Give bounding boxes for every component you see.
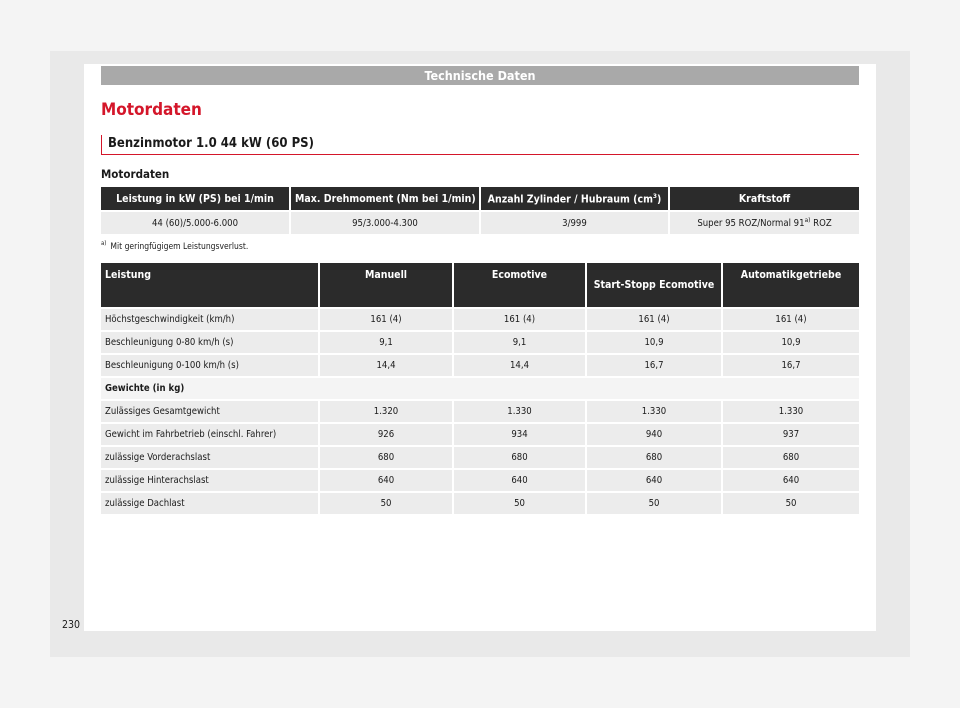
table-cell: 680 (320, 445, 454, 468)
column-header: Ecomotive (454, 263, 587, 307)
row-label: Gewicht im Fahrbetrieb (einschl. Fahrer) (101, 422, 320, 445)
table-cell: 10,9 (587, 330, 723, 353)
column-header: Automatikgetriebe (723, 263, 859, 307)
table-cell: 640 (454, 468, 587, 491)
table-row (101, 330, 859, 353)
table-row (101, 353, 859, 376)
footnote (101, 240, 248, 252)
table-cell: 161 (4) (587, 307, 723, 330)
fuel-suffix: ROZ (810, 218, 832, 230)
column-header-text: Anzahl Zylinder / Hubraum (cm (487, 193, 653, 206)
footnote-ref: a) (804, 216, 811, 225)
column-header: Max. Drehmoment (Nm bei 1/min) (291, 187, 481, 210)
table-cell: 95/3.000-4.300 (291, 210, 481, 234)
table-cell: 9,1 (320, 330, 454, 353)
section-title: Motordaten (101, 100, 202, 120)
subsection-heading (101, 135, 859, 155)
subsection-title: Benzinmotor 1.0 44 kW (60 PS) (108, 136, 314, 151)
row-label: Höchstgeschwindigkeit (km/h) (101, 307, 320, 330)
table-cell: 50 (723, 491, 859, 514)
table-cell: 14,4 (454, 353, 587, 376)
performance-table (101, 263, 859, 514)
row-label: zulässige Hinterachslast (101, 468, 320, 491)
table-cell: 14,4 (320, 353, 454, 376)
table-cell: 937 (723, 422, 859, 445)
table-caption: Motordaten (101, 167, 170, 181)
group-label: Gewichte (in kg) (101, 376, 859, 399)
superscript: 3 (652, 191, 657, 200)
column-header: Leistung in kW (PS) bei 1/min (101, 187, 291, 210)
column-header: Kraftstoff (670, 187, 859, 210)
column-header (481, 187, 670, 210)
table-row (101, 422, 859, 445)
table-cell: 44 (60)/5.000-6.000 (101, 210, 291, 234)
table-cell: 50 (587, 491, 723, 514)
footnote-marker: a) (101, 240, 107, 247)
engine-data-table (101, 187, 859, 234)
table-cell: 1.320 (320, 399, 454, 422)
table-cell: 161 (4) (723, 307, 859, 330)
table-cell: 680 (587, 445, 723, 468)
table-row (101, 468, 859, 491)
table-cell: 926 (320, 422, 454, 445)
table-cell: 680 (454, 445, 587, 468)
column-header: Manuell (320, 263, 454, 307)
row-label: Beschleunigung 0-100 km/h (s) (101, 353, 320, 376)
table-cell: 3/999 (481, 210, 670, 234)
table-cell: 1.330 (587, 399, 723, 422)
table-row (101, 307, 859, 330)
fuel-text: Super 95 ROZ/Normal 91 (697, 218, 805, 230)
table-cell: 940 (587, 422, 723, 445)
table-cell: 16,7 (723, 353, 859, 376)
table-cell: 161 (4) (454, 307, 587, 330)
table-cell: 50 (320, 491, 454, 514)
table-cell: 161 (4) (320, 307, 454, 330)
table-group-row (101, 376, 859, 399)
table-row (101, 445, 859, 468)
table-cell: 640 (587, 468, 723, 491)
column-header: Start-Stopp Ecomotive (587, 263, 723, 307)
table-cell: 16,7 (587, 353, 723, 376)
row-label: zulässige Vorderachslast (101, 445, 320, 468)
table-cell: 680 (723, 445, 859, 468)
column-header-close: ) (657, 193, 662, 206)
table-cell (670, 210, 859, 234)
page-number: 230 (62, 619, 81, 631)
table-row (101, 210, 859, 234)
table-row (101, 399, 859, 422)
table-cell: 640 (320, 468, 454, 491)
row-label: Zulässiges Gesamtgewicht (101, 399, 320, 422)
chapter-header: Technische Daten (101, 66, 859, 85)
table-cell: 10,9 (723, 330, 859, 353)
footnote-text: Mit geringfügigem Leistungsverlust. (110, 241, 249, 252)
table-cell: 640 (723, 468, 859, 491)
table-header-row (101, 263, 859, 307)
table-cell: 934 (454, 422, 587, 445)
row-label: zulässige Dachlast (101, 491, 320, 514)
table-row (101, 491, 859, 514)
table-cell: 1.330 (454, 399, 587, 422)
row-label: Beschleunigung 0-80 km/h (s) (101, 330, 320, 353)
table-cell: 9,1 (454, 330, 587, 353)
column-header: Leistung (101, 263, 320, 307)
table-header-row (101, 187, 859, 210)
table-cell: 50 (454, 491, 587, 514)
table-cell: 1.330 (723, 399, 859, 422)
